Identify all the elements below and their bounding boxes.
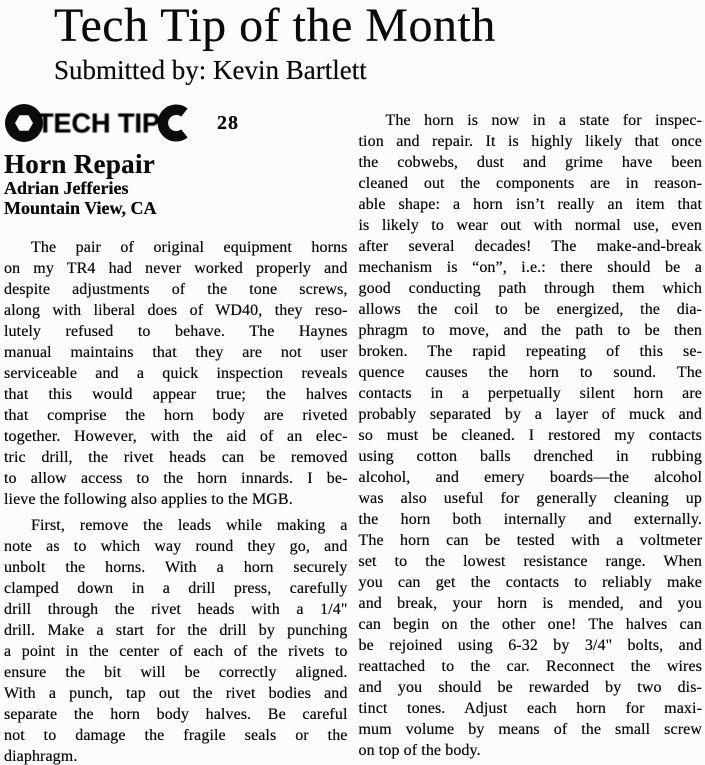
text-line: quence causes the horn to sound. The: [358, 364, 702, 381]
tip-number: 28: [217, 111, 240, 134]
text-line: With a punch, tap out the rivet bodies and: [4, 685, 348, 702]
text-line: contacts in a perpetually silent horn are: [358, 385, 702, 402]
text-line: you can get the contacts to reliably make: [358, 574, 702, 591]
text-line: to allow access to the horn innards. I be-: [4, 470, 348, 487]
text-line: probably separated by a layer of muck and: [358, 406, 702, 423]
article-heading: Horn Repair: [4, 149, 156, 179]
text-line: so must be cleaned. I restored my contacts: [358, 427, 702, 444]
text-line: the cobwebs, dust and grime have been: [358, 154, 702, 171]
text-line: lieve the following also applies to the MGB.: [4, 491, 293, 508]
text-line: set to the lowest resistance range. When: [358, 553, 702, 570]
page-title: Tech Tip of the Month: [54, 0, 496, 52]
right-column-body: [359, 110, 703, 761]
right-column: [359, 103, 703, 765]
author-name: Adrian Jefferies: [4, 178, 129, 198]
text-line: that comprise the horn body are riveted: [4, 407, 348, 424]
text-line: together. However, with the aid of an elec-: [4, 428, 348, 445]
open-wrench-icon: [155, 103, 193, 143]
text-line: is likely to wear out with normal use, even: [358, 217, 702, 234]
text-line: using cotton balls drenched in rubbing: [358, 448, 702, 465]
text-line: The pair of original equipment horns: [31, 239, 348, 256]
text-line: tric drill, the rivet heads can be removed: [4, 449, 348, 466]
text-line: manual maintains that they are not user: [4, 344, 348, 361]
text-line: ensure the bit will be correctly aligned.: [4, 664, 348, 681]
text-line: allows the coil to be energized, the dia-: [358, 301, 702, 318]
tech-tip-logo-text: TECH TIP: [37, 106, 161, 139]
text-line: separate the horn body halves. Be careful: [4, 706, 348, 723]
text-line: be rejoined using 6-32 by 3/4" bolts, and: [358, 637, 702, 654]
article-columns: [0, 103, 705, 765]
text-line: drill. Make a start for the drill by punching: [4, 622, 348, 639]
text-line: along with liberal does of WD40, they reso-: [4, 302, 348, 319]
submitted-by: Submitted by: Kevin Bartlett: [54, 55, 367, 85]
text-line: diaphragm.: [4, 748, 78, 765]
text-line: on top of the body.: [358, 742, 481, 759]
text-line: after several decades! The make-and-break: [358, 238, 702, 255]
text-line: mechanism is “on”, i.e.: there should be a: [358, 259, 702, 276]
text-line: drill through the rivet heads with a 1/4": [4, 601, 348, 618]
text-line: that this would appear true; the halves: [4, 386, 348, 403]
text-line: can begin on the other one! The halves can: [358, 616, 702, 633]
text-line: clamped down in a drill press, carefully: [4, 580, 348, 597]
text-line: was also useful for generally cleaning up: [358, 490, 702, 507]
text-line: not to damage the fragile seals or the: [4, 727, 348, 744]
text-line: mum volume by means of the small screw: [358, 721, 702, 738]
author-location: Mountain View, CA: [4, 198, 157, 218]
text-line: despite adjustments of the tone screws,: [4, 281, 348, 298]
text-line: good conducting path through them which: [358, 280, 702, 297]
left-column-body: [4, 237, 348, 765]
text-line: cleaned out the components are in reason-: [358, 175, 702, 192]
text-line: alcohol, and emery boards—the alcohol: [358, 469, 702, 486]
text-line: and you should be rewarded by two dis-: [358, 679, 702, 696]
text-line: the horn both internally and externally.: [358, 511, 702, 528]
text-line: tion and repair. It is highly likely that once: [358, 133, 702, 150]
text-line: First, remove the leads while making a: [31, 517, 348, 534]
text-line: note as to which way round they go, and: [4, 538, 348, 555]
left-column: [4, 103, 348, 765]
text-line: lutely refused to behave. The Haynes: [4, 323, 348, 340]
tech-tip-logo: [4, 103, 348, 143]
text-line: reattached to the car. Reconnect the wires: [358, 658, 702, 675]
text-line: broken. The rapid repeating of this se-: [358, 343, 702, 360]
text-line: phragm to move, and the path to be then: [358, 322, 702, 339]
text-line: a point in the center of each of the rivets to: [4, 643, 348, 660]
text-line: unbolt the horns. With a horn securely: [4, 559, 348, 576]
paragraph: [4, 237, 348, 510]
masthead: [0, 0, 705, 85]
text-line: The horn is now in a state for inspec-: [385, 112, 702, 129]
text-line: able shape: a horn isn’t really an item that: [358, 196, 702, 213]
text-line: tinct tones. Adjust each horn for maxi-: [358, 700, 702, 717]
paragraph: [4, 515, 348, 765]
text-line: The horn can be tested with a voltmeter: [358, 532, 702, 549]
text-line: and break, your horn is mended, and you: [358, 595, 702, 612]
text-line: on my TR4 had never worked properly and: [4, 260, 348, 277]
text-line: serviceable and a quick inspection reveals: [4, 365, 348, 382]
paragraph: [359, 110, 703, 761]
